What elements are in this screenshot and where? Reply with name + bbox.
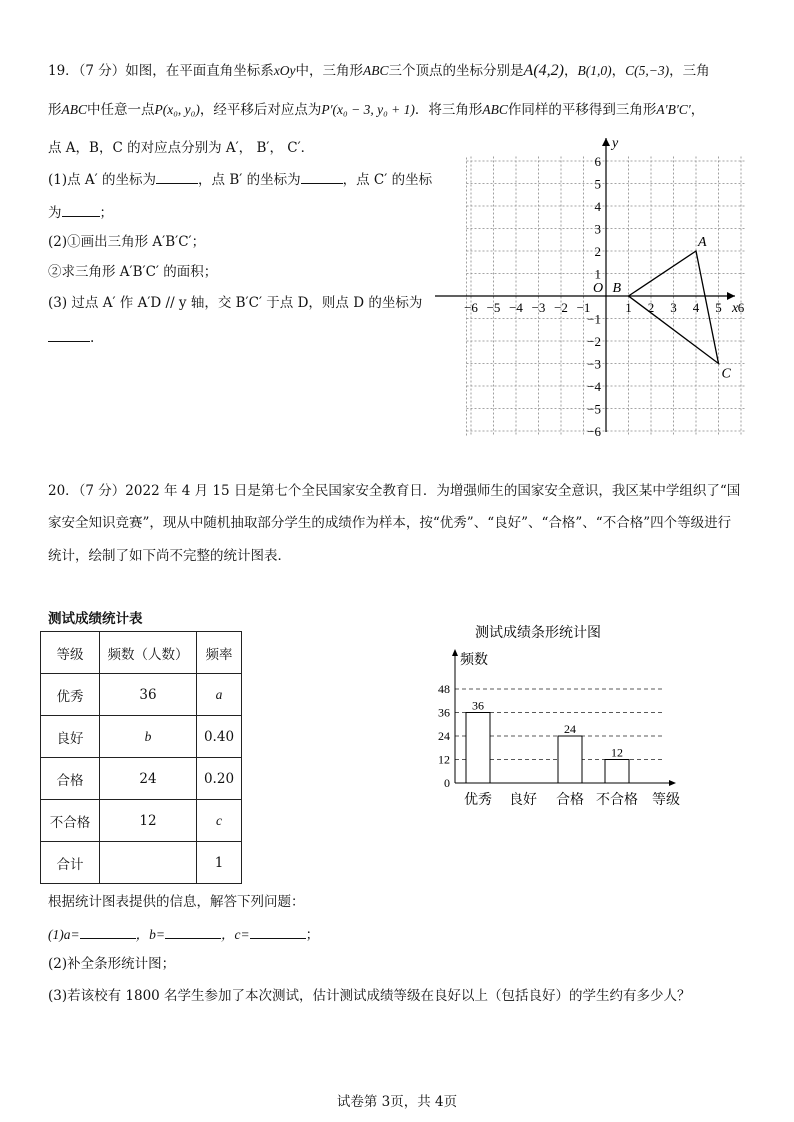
table-header: 频率 [197, 632, 242, 674]
chart-y-tick: 12 [438, 752, 450, 767]
table-title: 测试成绩统计表 [48, 611, 143, 627]
point-c-coord: C(5,−3) [625, 63, 670, 78]
bar-0 [466, 713, 490, 784]
chart-y-tick: 24 [438, 729, 450, 743]
q19-text: ，点 B′ 的坐标为 [198, 172, 301, 188]
x-tick-label: −5 [486, 300, 501, 315]
q20-line-3: 统计，绘制了如下尚不完整的统计图表． [48, 548, 291, 564]
q20-part-1 [48, 925, 319, 944]
q20-text: ，c= [220, 927, 250, 942]
bar-chart [420, 615, 700, 815]
q20-part-2: (2)补全条形统计图； [48, 956, 176, 972]
table-row [41, 842, 242, 884]
q19-text: 中任意一点 [87, 102, 155, 118]
table-header-row [41, 632, 242, 674]
q20-text: ； [305, 927, 320, 943]
table-cell: 12 [100, 800, 197, 842]
bar-2 [558, 736, 582, 783]
table-cell [100, 842, 197, 884]
bar-data-label: 12 [611, 745, 623, 760]
y-tick-label: 5 [594, 176, 601, 192]
table-cell: c [197, 800, 242, 842]
q19-part-2: (2)①画出三角形 A′B′C′； [48, 234, 206, 250]
chart-category-label: 合格 [556, 792, 584, 808]
q20-part-3: (3)若该校有 1800 名学生参加了本次测试，估计测试成绩等级在良好以上（包括良好）的学生约有多少人？ [48, 988, 691, 1004]
q19-text: ，点 C′ 的坐标 [342, 172, 433, 188]
x-tick-label: 2 [647, 300, 655, 315]
x-tick-label: 5 [715, 300, 722, 315]
y-tick-label: −6 [587, 424, 601, 437]
chart-y-label: 频数 [460, 652, 488, 668]
point-p-prime: P′(x₀ − 3, y₀ + 1) [321, 102, 415, 117]
answer-blank[interactable] [156, 170, 198, 184]
table-cell: 合计 [41, 842, 100, 884]
bar-data-label: 24 [564, 722, 576, 736]
table-header: 频数（人数） [100, 632, 197, 674]
q20-text: (1)a= [48, 927, 80, 942]
q19-abc-prime: A′B′C′ [656, 102, 691, 117]
y-axis-label: y [612, 136, 619, 151]
point-p: P(x₀, y₀) [154, 102, 200, 117]
q20-line-2: 家安全知识竞赛”，现从中随机抽取部分学生的成绩作为样本，按“优秀”、“良好”、“合格”、“不合格”四个等级进行 [48, 515, 732, 531]
q19-line-2: 形ABC中任意一点P(x₀, y₀)，经平移后对应点为P′(x₀ − 3, y₀ + 1)．将三角形ABC作同样的平移得到三角形A′B′C′， [48, 102, 705, 118]
bar-data-label: 36 [472, 698, 484, 713]
table-cell: 0.20 [197, 758, 242, 800]
chart-x-label: 等级 [652, 792, 680, 808]
origin-label: O [593, 281, 604, 296]
y-tick-label: 4 [594, 199, 601, 214]
table-row [41, 758, 242, 800]
table-header: 等级 [41, 632, 100, 674]
q20-line-1: 20．（7 分）2022 年 4 月 15 日是第七个全民国家安全教育日．为增强师生的国家安全意识，我区某中学组织了“国 [48, 483, 741, 499]
table-cell: a [197, 674, 242, 716]
x-tick-label: −2 [554, 300, 568, 315]
q19-text: ，经平移后对应点为 [199, 102, 322, 118]
axes [435, 138, 735, 432]
chart-y-tick: 48 [438, 682, 450, 696]
q19-abc: ABC [363, 63, 389, 78]
y-tick-label: 1 [594, 266, 601, 282]
q19-xoy: xOy [273, 63, 296, 78]
answer-blank[interactable] [301, 170, 343, 184]
bar-3 [605, 760, 629, 784]
table-cell: 优秀 [41, 674, 100, 716]
y-tick-label: −5 [587, 401, 601, 417]
answer-blank[interactable] [80, 925, 136, 939]
vertex-label-b: B [612, 281, 622, 296]
x-tick-label: 3 [670, 300, 677, 315]
table-cell: 0.40 [197, 716, 242, 758]
chart-bars [466, 713, 629, 784]
x-axis-arrow-icon [669, 780, 676, 786]
answer-blank[interactable] [165, 925, 221, 939]
q19-text: 形 [48, 102, 62, 118]
q19-part-1-cont: 为 ； [48, 205, 113, 221]
chart-title: 测试成绩条形统计图 [475, 625, 601, 641]
coordinate-grid [430, 132, 745, 437]
vertex-label-c: C [721, 366, 731, 382]
table-cell: 24 [100, 758, 197, 800]
q19-text: ，三角 [669, 63, 710, 79]
q19-text: (1)点 A′ 的坐标为 [48, 172, 157, 188]
q19-part-1 [48, 170, 432, 189]
chart-category-label: 良好 [509, 792, 537, 808]
x-tick-label: 6 [737, 300, 745, 315]
q19-text: 作同样的平移得到三角形 [507, 102, 657, 118]
score-table [40, 631, 242, 884]
y-axis-arrow-icon [452, 649, 458, 656]
table-cell: 合格 [41, 758, 100, 800]
y-tick-label: −4 [587, 379, 601, 394]
q19-line-3: 点 A，B，C 的对应点分别为 A′， B′， C′． [48, 140, 315, 156]
chart-category-label: 不合格 [596, 792, 638, 808]
y-tick-label: −2 [587, 334, 601, 349]
answer-blank[interactable] [250, 925, 306, 939]
y-tick-label: −1 [587, 311, 601, 327]
table-row [41, 674, 242, 716]
q19-text: 19．（7 分）如图，在平面直角坐标系 [48, 63, 274, 79]
chart-y-tick: 36 [438, 705, 450, 720]
q19-text: 为 [48, 205, 62, 221]
q19-abc: ABC [482, 102, 508, 117]
q19-part-3-cont: . [48, 328, 94, 347]
x-axis-label: x [732, 301, 739, 316]
q19-part-3: (3) 过点 A′ 作 A′D // y 轴，交 B′C′ 于点 D，则点 D 的坐标为 [48, 295, 423, 311]
point-a-coord: A(4,2) [523, 62, 564, 79]
q19-text: ．将三角形 [414, 102, 483, 118]
q20-instruction: 根据统计图表提供的信息，解答下列问题： [48, 894, 305, 910]
y-tick-label: 2 [594, 244, 601, 259]
table-cell: 良好 [41, 716, 100, 758]
q19-part-2b: ②求三角形 A′B′C′ 的面积； [48, 264, 218, 280]
x-tick-label: 1 [625, 300, 632, 315]
q19-text: 三个顶点的坐标分别是 [388, 63, 524, 79]
page-footer: 试卷第 3页，共 4页 [336, 1094, 458, 1110]
chart-category-label: 优秀 [464, 792, 492, 808]
q19-text: 中，三角形 [295, 63, 364, 79]
y-tick-label: 3 [594, 221, 601, 237]
table-row [41, 800, 242, 842]
x-tick-label: 4 [692, 300, 700, 315]
x-tick-label: −3 [531, 300, 546, 315]
table-cell: b [100, 716, 197, 758]
table-row [41, 716, 242, 758]
q19-line-1: 19．（7 分）如图，在平面直角坐标系xOy中，三角形ABC三个顶点的坐标分别是A(4,2)，B(1,0)，C(5,−3)，三角 [48, 62, 710, 79]
table-cell: 1 [197, 842, 242, 884]
point-b-coord: B(1,0) [577, 63, 612, 78]
y-tick-label: 6 [594, 154, 601, 169]
x-tick-label: −1 [576, 300, 591, 315]
x-tick-label: −4 [509, 300, 523, 315]
x-tick-label: −6 [464, 300, 478, 315]
q20-text: ，b= [135, 927, 165, 942]
table-cell: 36 [100, 674, 197, 716]
y-tick-label: −3 [587, 356, 601, 372]
chart-y-tick: 0 [444, 776, 450, 790]
x-axis-arrow-icon [727, 292, 735, 300]
q19-abc: ABC [61, 102, 87, 117]
y-axis-arrow-icon [602, 138, 610, 146]
answer-blank[interactable] [48, 328, 90, 342]
vertex-label-a: A [698, 235, 707, 250]
answer-blank[interactable] [62, 203, 100, 217]
table-cell: 不合格 [41, 800, 100, 842]
